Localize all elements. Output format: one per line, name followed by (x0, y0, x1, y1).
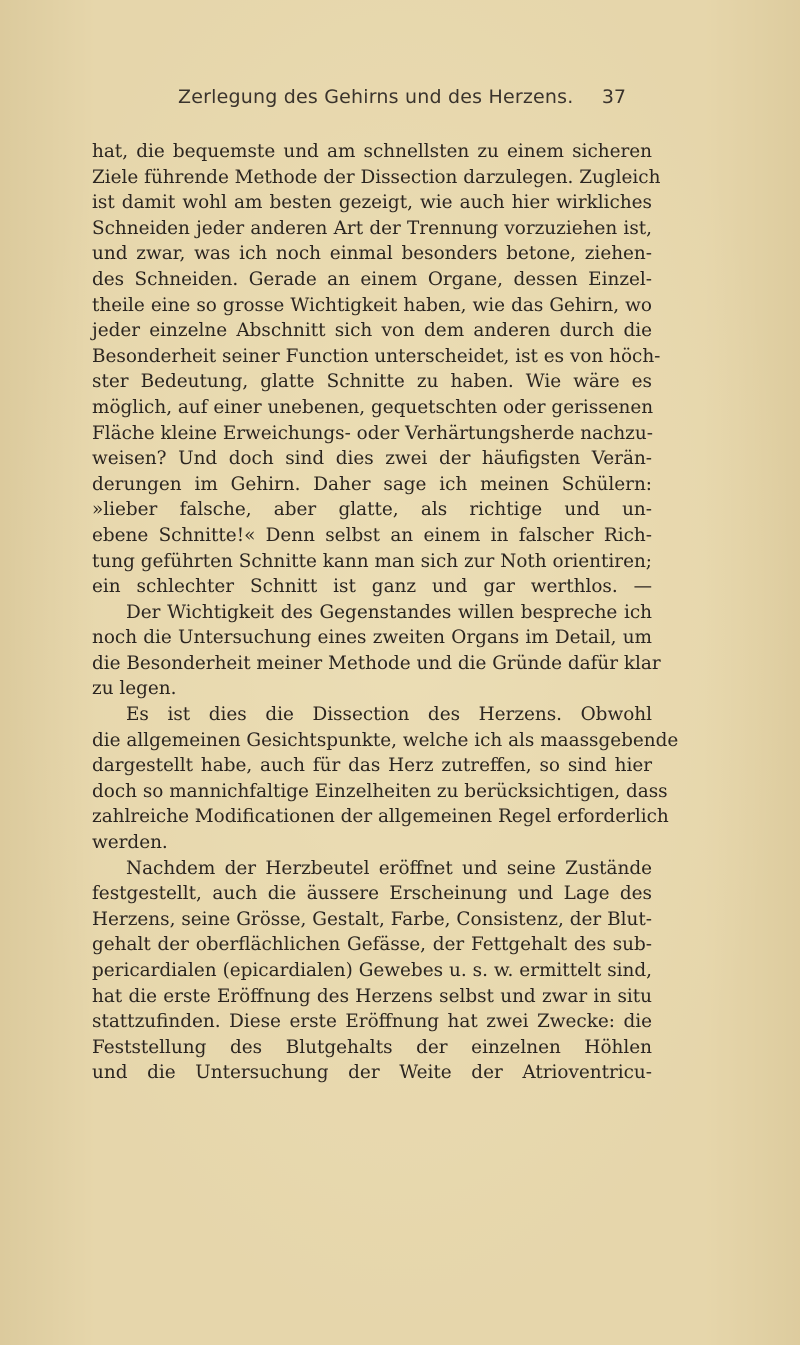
text-line: und zwar, was ich noch einmal besonders betone, ziehen- (92, 243, 652, 265)
text-line: derungen im Gehirn. Daher sage ich meinen Schülern: (92, 473, 652, 495)
text-line: noch die Untersuchung eines zweiten Organs im Detail, um (92, 627, 652, 649)
text-line: »lieber falsche, aber glatte, als richtige und un- (92, 499, 652, 521)
text-line: hat, die bequemste und am schnellsten zu einem sicheren (92, 141, 652, 162)
text-line: dargestellt habe, auch für das Herz zutreffen, so sind hier (92, 755, 652, 777)
text-line: pericardialen (epicardialen) Gewebes u. s. w. ermittelt sind, (92, 960, 652, 981)
text-line: Schneiden jeder anderen Art der Trennung vorzuziehen ist, (92, 217, 652, 239)
text-line: zahlreiche Modificationen der allgemeinen Regel erforderlich (92, 806, 669, 828)
text-line: jeder einzelne Abschnitt sich von dem anderen durch die (92, 320, 652, 342)
text-line: ist damit wohl am besten gezeigt, wie auch hier wirkliches (92, 192, 652, 214)
text-line: stattzufinden. Diese erste Eröffnung hat zwei Zwecke: die (92, 1011, 652, 1033)
text-line: werden. (92, 832, 168, 854)
text-line: Nachdem der Herzbeutel eröffnet und seine Zustände (126, 857, 652, 879)
text-line: Herzens, seine Grösse, Gestalt, Farbe, Consistenz, der Blut- (92, 908, 652, 930)
text-line: ebene Schnitte!« Denn selbst an einem in falscher Rich- (92, 524, 652, 546)
running-head (178, 86, 626, 116)
text-line: Fläche kleine Erweichungs- oder Verhärtungsherde nachzu- (92, 422, 653, 444)
text-line: Ziele führende Methode der Dissection darzulegen. Zugleich (92, 166, 661, 188)
text-line: doch so mannichfaltige Einzelheiten zu berücksichtigen, dass (92, 780, 668, 802)
text-line: Der Wichtigkeit des Gegenstandes willen bespreche ich (126, 601, 652, 623)
text-line: festgestellt, auch die äussere Erscheinung und Lage des (92, 883, 652, 905)
running-title: Zerlegung des Gehirns und des Herzens. (178, 86, 574, 108)
text-line: die Besonderheit meiner Methode und die Gründe dafür klar (92, 652, 661, 674)
text-line: und die Untersuchung der Weite der Atrioventricu- (92, 1062, 652, 1084)
text-line: weisen? Und doch sind dies zwei der häufigsten Verän- (92, 448, 652, 470)
text-line: Feststellung des Blutgehalts der einzelnen Höhlen (92, 1036, 652, 1058)
text-line: die allgemeinen Gesichtspunkte, welche ich als maassgebende (92, 729, 679, 751)
text-line: ein schlechter Schnitt ist ganz und gar werthlos. — (92, 576, 652, 598)
text-line: hat die erste Eröffnung des Herzens selbst und zwar in situ (92, 985, 652, 1007)
text-line: Besonderheit seiner Function unterscheidet, ist es von höch- (92, 345, 661, 367)
page-number: 37 (601, 86, 626, 108)
text-line: theile eine so grosse Wichtigkeit haben, wie das Gehirn, wo (92, 294, 652, 316)
text-line: Es ist dies die Dissection des Herzens. Obwohl (126, 704, 652, 726)
text-line: gehalt der oberflächlichen Gefässe, der Fettgehalt des sub- (92, 934, 652, 956)
text-line: zu legen. (92, 678, 177, 700)
text-line: möglich, auf einer unebenen, gequetschten oder gerissenen (92, 396, 654, 418)
text-line: ster Bedeutung, glatte Schnitte zu haben. Wie wäre es (92, 371, 652, 393)
text-line: tung geführten Schnitte kann man sich zur Noth orientiren; (92, 550, 652, 572)
text-line: des Schneiden. Gerade an einem Organe, dessen Einzel- (92, 268, 652, 290)
body-text (92, 139, 679, 1086)
